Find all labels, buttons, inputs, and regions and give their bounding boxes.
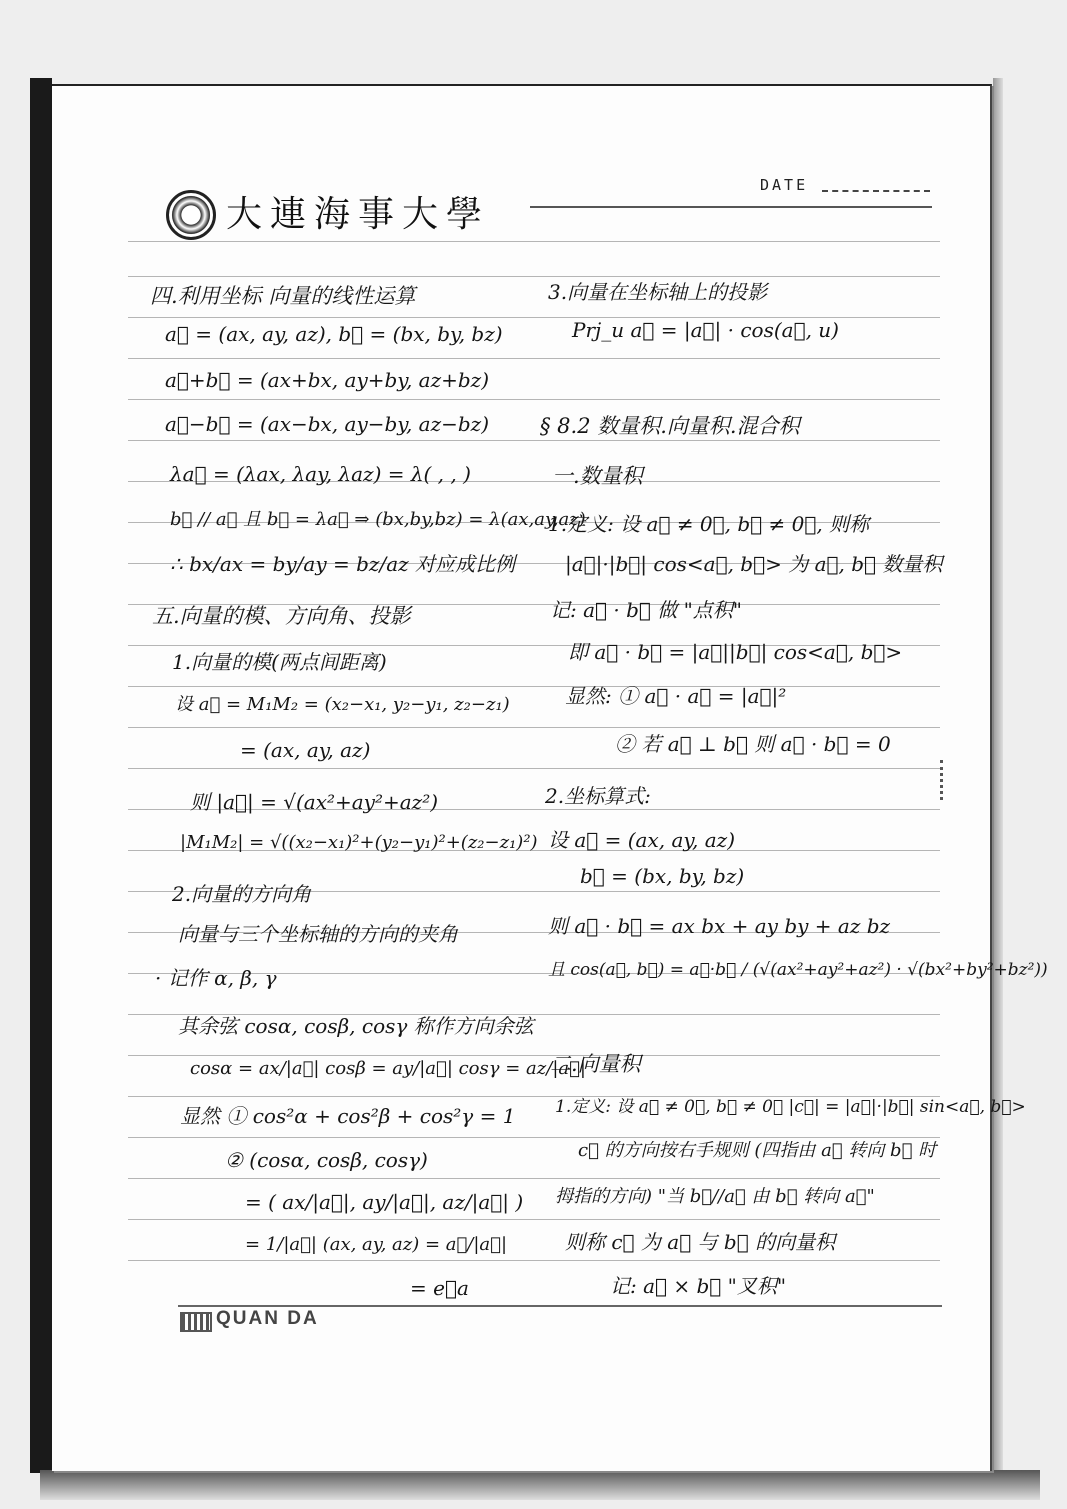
ruled-line bbox=[128, 768, 940, 769]
left-line-23: = e⃗a bbox=[410, 1276, 469, 1300]
right-line-5: 1.定义: 设 a⃗ ≠ 0⃗, b⃗ ≠ 0⃗, 则称 bbox=[548, 512, 870, 536]
left-line-18: cosα = ax/|a⃗| cosβ = ay/|a⃗| cosγ = az/|a⃗| bbox=[190, 1058, 586, 1079]
ruled-line bbox=[128, 686, 940, 687]
right-line-14: 则 a⃗ · b⃗ = ax bx + ay by + az bz bbox=[548, 914, 891, 938]
university-name: 大連海事大學 bbox=[226, 194, 491, 235]
left-line-7: ∴ bx/ax = by/ay = bz/az 对应成比例 bbox=[170, 552, 516, 576]
right-line-13: b⃗ = (bx, by, bz) bbox=[580, 864, 745, 888]
university-logo-icon bbox=[166, 190, 216, 240]
ruled-line bbox=[128, 241, 940, 242]
right-line-11-heading: 2.坐标算式: bbox=[545, 784, 651, 808]
right-line-7: 记: a⃗ · b⃗ 做 "点积" bbox=[550, 598, 743, 622]
footer-brand: QUAN DA bbox=[216, 1308, 319, 1329]
left-line-11: = (ax, ay, az) bbox=[240, 738, 371, 762]
right-line-6: |a⃗|·|b⃗| cos<a⃗, b⃗> 为 a⃗, b⃗ 数量积 bbox=[565, 552, 943, 576]
right-line-9: 显然: ① a⃗ · a⃗ = |a⃗|² bbox=[565, 684, 787, 708]
ruled-line bbox=[128, 399, 940, 400]
brand-logo-icon bbox=[180, 1312, 212, 1332]
ruled-line bbox=[128, 440, 940, 441]
left-line-5: λa⃗ = (λax, λay, λaz) = λ( , , ) bbox=[170, 462, 471, 486]
ruled-line bbox=[128, 358, 940, 359]
right-line-15: 且 cos(a⃗, b⃗) = a⃗·b⃗ / (√(ax²+ay²+az²) · √(bx²+by²+bz²)) bbox=[548, 960, 1048, 980]
left-line-19: 显然 ① cos²α + cos²β + cos²γ = 1 bbox=[180, 1104, 516, 1128]
right-line-18: c⃗ 的方向按右手规则 (四指由 a⃗ 转向 b⃗ 时 bbox=[578, 1140, 937, 1161]
left-line-14: 2.向量的方向角 bbox=[172, 882, 312, 906]
ruled-line bbox=[128, 1178, 940, 1179]
left-line-12: 则 |a⃗| = √(ax²+ay²+az²) bbox=[190, 790, 439, 814]
right-line-4-heading: 一.数量积 bbox=[552, 464, 643, 488]
notebook-binding bbox=[30, 78, 52, 1473]
ruled-line bbox=[128, 1260, 940, 1261]
left-line-22: = 1/|a⃗| (ax, ay, az) = a⃗/|a⃗| bbox=[245, 1234, 508, 1255]
left-line-1-heading: 四.利用坐标 向量的线性运算 bbox=[150, 284, 416, 308]
left-line-6: b⃗ // a⃗ 且 b⃗ = λa⃗ ⇒ (bx,by,bz) = λ(ax,ay,az) bbox=[170, 509, 586, 530]
left-line-13: |M₁M₂| = √((x₂−x₁)²+(y₂−y₁)²+(z₂−z₁)²) bbox=[180, 832, 538, 853]
left-line-9: 1.向量的模(两点间距离) bbox=[172, 650, 387, 674]
left-line-2: a⃗ = (ax, ay, az), b⃗ = (bx, by, bz) bbox=[165, 322, 503, 346]
header-underline bbox=[530, 206, 932, 208]
date-field-line bbox=[822, 190, 930, 192]
left-line-15: 向量与三个坐标轴的方向的夹角 bbox=[178, 922, 458, 946]
date-label: DATE bbox=[760, 176, 809, 194]
left-line-20: ② (cosα, cosβ, cosγ) bbox=[225, 1148, 428, 1172]
right-line-19: 拇指的方向) "当 b⃗//a⃗ 由 b⃗ 转向 a⃗" bbox=[555, 1186, 875, 1207]
left-line-21: = ( ax/|a⃗|, ay/|a⃗|, az/|a⃗| ) bbox=[245, 1190, 524, 1214]
right-line-10: ② 若 a⃗ ⊥ b⃗ 则 a⃗ · b⃗ = 0 bbox=[615, 732, 891, 756]
ruled-line bbox=[128, 1055, 940, 1056]
right-line-16-heading: 二.向量积 bbox=[550, 1052, 641, 1076]
ruled-line bbox=[128, 276, 940, 277]
right-line-12: 设 a⃗ = (ax, ay, az) bbox=[548, 828, 736, 852]
right-line-21: 记: a⃗ × b⃗ "叉积" bbox=[610, 1274, 787, 1298]
margin-mark bbox=[940, 760, 951, 800]
left-line-3: a⃗+b⃗ = (ax+bx, ay+by, az+bz) bbox=[165, 368, 490, 392]
left-line-17: 其余弦 cosα, cosβ, cosγ 称作方向余弦 bbox=[178, 1014, 534, 1038]
left-line-8-heading: 五.向量的模、方向角、投影 bbox=[152, 604, 411, 628]
left-line-4: a⃗−b⃗ = (ax−bx, ay−by, az−bz) bbox=[165, 412, 490, 436]
right-line-17: 1.定义: 设 a⃗ ≠ 0⃗, b⃗ ≠ 0⃗ |c⃗| = |a⃗|·|b⃗| sin<a⃗, b⃗> bbox=[555, 1097, 1026, 1117]
right-line-2: Prj_u a⃗ = |a⃗| · cos(a⃗, u) bbox=[572, 318, 839, 342]
right-line-20: 则称 c⃗ 为 a⃗ 与 b⃗ 的向量积 bbox=[565, 1230, 836, 1254]
ruled-line bbox=[128, 1219, 940, 1220]
left-line-10: 设 a⃗ = M₁M₂ = (x₂−x₁, y₂−y₁, z₂−z₁) bbox=[175, 694, 510, 715]
page-bottom-shadow bbox=[40, 1470, 1040, 1500]
left-line-16: · 记作 α, β, γ bbox=[155, 966, 277, 990]
right-line-1-heading: 3.向量在坐标轴上的投影 bbox=[548, 280, 768, 304]
page-edge bbox=[993, 78, 1003, 1473]
right-line-3-section: § 8.2 数量积.向量积.混合积 bbox=[540, 414, 800, 438]
right-line-8: 即 a⃗ · b⃗ = |a⃗||b⃗| cos<a⃗, b⃗> bbox=[568, 640, 903, 664]
footer-rule bbox=[178, 1305, 942, 1307]
